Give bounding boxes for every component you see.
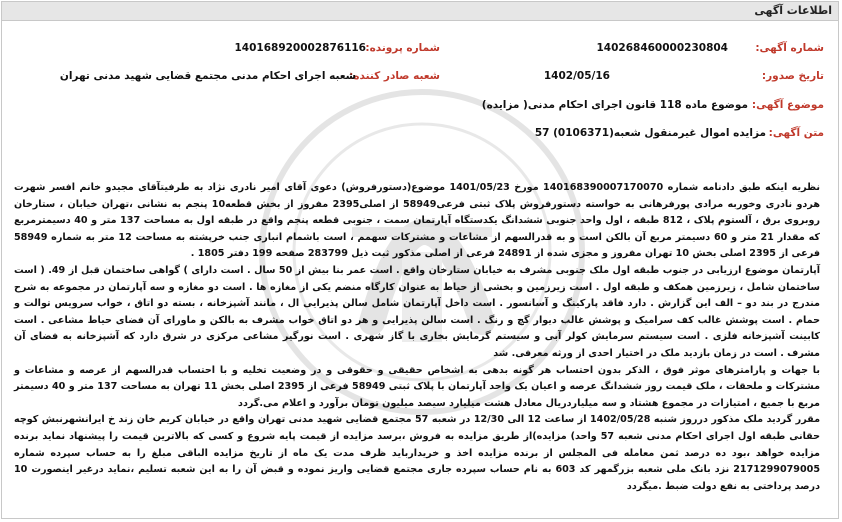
ad-body (14, 180, 820, 495)
ad-text-row (769, 127, 824, 139)
subject-value: موضوع ماده 118 قانون اجرای احکام مدنی( مزایده) (481, 99, 748, 111)
subject-row (752, 99, 824, 111)
paragraph-case-details: نظریه اینکه طبق دادنامه شماره 140168390007170070 مورخ 1401/05/23 موضوع(دستورفروش) دعوی آقای امیر نادری نژاد به طرفیتآقای مجیدو خانم افسر شهرت هردو نادری وخوربه مرادی پورفرهانی به خواسته دستورفروش پلاک ثبتی فرعی58949 از اصلی2395 مفروز از بخش قطعه10 پنجم به نشانی ،تهران خیابان ، ستارخان روبروی برق ، آلستوم پلاک ، 812 طبقه ، اول واحد جنوبی ششدانگ یکدستگاه آپارتمان سمت ، جنوبی قطعه پنجم واقع در طبقه اول به مساحت 137 متر و 40 دسیمترمربع که مقدار 21 متر و 60 دسیمتر مربع آن بالکن است و به قدرالسهم از مشاعات و مشترکات سهمم ، است باشمام انباری جنب خرپشته به مساحت 12 متر به شماره 58949 فرعی از 2395 اصلی بخش 10 تهران مفروز و مجزی شده از 24891 فرعی از اصلی مذکور ثبت ذیل 283799 صفحه 199 دفتر 1805 . (14, 182, 820, 260)
paragraph-property-description: آپارتمان موضوع ارزیابی در جنوب طبقه اول ملک جنوبی مشرف به خیابان ستارخان واقع . است عمر بنا بیش از 50 سال . است دارای ) گواهی ساختمان قبل از 49. ( است ساختمان شامل ، زیرزمین همکف و طبقه اول . است زیرزمین و بخشی از حیاط به عنوان کارگاه منضم یکی از مغازه ها . است دو مغازه و سه آپارتمان در مجموعه به شرح مندرج در بند دو – الف این گزارش . دارد فاقد پارکینگ و آسانسور . است داخل آپارتمان شامل سالن پذیرایی ال ، مانند آشپزخانه ، بسته دو اتاق ، خواب سرویس توالت و حمام . است پوشش غالب کف سرامیک و پوشش غالب دیوار گچ و رنگ . است سالن پذیرایی و هر دو اتاق خواب مشرف به بالکن و ماورای آن فضای حیاط مشاعی . است کابینت آشپزخانه فلزی . است سیستم سرمایش کولر آبی و سیستم گرمایش بخاری با گاز شهری . است نورگیر مشاعی مرکزی در شرق دارد که آشپزخانه به فضای آن مشرف . است در زمان بازدید ملک در اختیار احدی از ورثه معرفی. شد (14, 264, 821, 359)
issuer-branch-value-wrap (60, 70, 356, 82)
ad-number-label: شماره آگهی: (755, 42, 824, 54)
issue-date-value-wrap (544, 70, 610, 82)
ad-number-row (755, 42, 824, 54)
issue-date-value: 1402/05/16 (543, 70, 610, 82)
paragraph-valuation: با جهات و پارامترهای موثر فوق ، الذکر بدون احتساب هر گونه بدهی به اشخاص حقیقی و حقوقی و در وضعیت تخلیه و با احتساب قدرالسهم از عرصه و مشاعات و مشترکات و ملحقات ، ملک قیمت روز ششدانگ عرصه و اعیان یک واحد آپارتمان با پلاک ثبتی 58949 فرعی از 2395 اصلی بخش 11 تهران به مساحت 137 متر و 40 دسیمتر مربع با جمیع ، امتیازات در مجموع هشتاد و سه میلیاردریال معادل هشت میلیارد سیصد میلیون تومان برآورد و اعلام می.گردد (14, 364, 821, 409)
ad-number-value-wrap (596, 42, 728, 54)
issuer-branch-label: شعبه صادر کننده: (349, 70, 440, 82)
subject-label: موضوع آگهی: (751, 99, 824, 111)
panel-header (2, 2, 838, 21)
issue-date-row (762, 70, 824, 82)
case-number-value-wrap (234, 42, 366, 54)
issue-date-label: تاریخ صدور: (761, 70, 824, 82)
ad-text-label: متن آگهی: (768, 127, 824, 139)
issuer-branch-value: شعبه اجرای احکام مدنی مجتمع قضایی شهید مدنی تهران (59, 70, 356, 82)
panel-title: اطلاعات آگهی (754, 4, 832, 17)
subject-value-wrap (482, 99, 748, 111)
case-number-label: شماره پرونده: (365, 42, 440, 54)
ad-number-value: 140268460000230804 (596, 42, 728, 54)
ad-panel (1, 1, 839, 519)
issuer-branch-row (349, 70, 440, 82)
ad-text-value: مزایده اموال غیرمنقول شعبه(0106371) 57 (534, 127, 766, 139)
case-number-row (365, 42, 440, 54)
case-number-value: 140168920002876116 (234, 42, 366, 54)
paragraph-auction-terms: مقرر گردید ملک مذکور درروز شنبه 1402/05/28 از ساعت 12 الی 12/30 در شعبه 57 مجتمع قضایی شهید مدنی تهران واقع در خیابان کریم خان زند خ ایرانشهرنبش کوچه حقانی طبقه اول اجرای احکام مدنی شعبه 57 واحد) مزایده)از طریق مزایده به فروش ،برسد مزایده از قیمت پایه شروع و کسی که بالاترین قیمت را پیشنهاد نماید برنده مزایده خواهد ،بود ده درصد ثمن معامله فی المجلس از برنده مزایده اخذ و خریدارباید ظرف مدت یک ماه از تاریخ مزایده الباقی مبلغ را به حساب سپرده شماره 2171299079005 نزد بانک ملی شعبه بزرگمهر کد 603 به نام حساب سپرده جاری مجتمع قضایی واریز نموده و قبض آن را به این شعبه تسلیم ،نماید درغیر اینصورت 10 درصد پرداختی به نفع دولت ضبط .میگردد (14, 414, 821, 492)
ad-text-value-wrap (535, 127, 766, 139)
